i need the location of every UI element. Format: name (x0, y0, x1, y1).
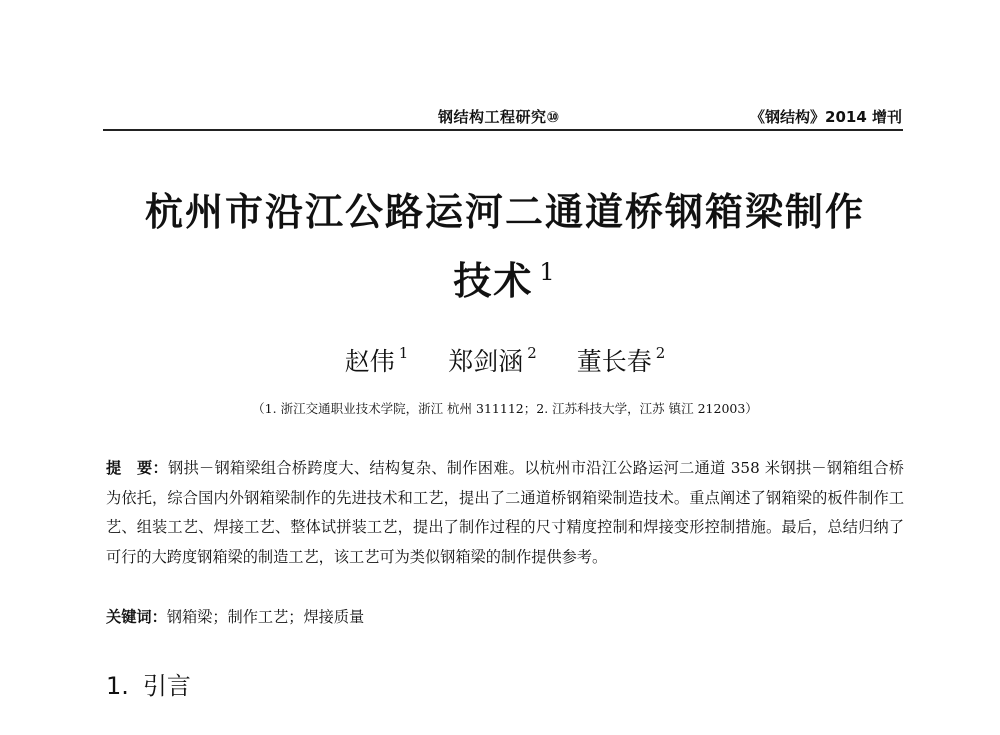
abstract-label: 提 要： (106, 459, 168, 477)
keywords (106, 606, 364, 627)
running-header-issue: 《钢结构》2014 增刊 (750, 108, 902, 126)
section-number: 1. (106, 672, 129, 700)
running-header-series: 钢结构工程研究⑩ (438, 108, 560, 126)
header-divider (103, 129, 903, 131)
author (344, 344, 409, 376)
abstract (106, 454, 904, 572)
section-title: 引言 (142, 672, 191, 700)
author-affiliation-mark: 1 (398, 344, 409, 362)
section-heading (106, 666, 191, 701)
paper-title-line1: 杭州市沿江公路运河二通道桥钢箱梁制作 (144, 190, 865, 234)
paper-title (100, 182, 910, 311)
author-affiliation-mark: 2 (527, 344, 537, 362)
author-list (100, 342, 910, 378)
abstract-text: 钢拱－钢箱梁组合桥跨度大、结构复杂、制作困难。以杭州市沿江公路运河二通道 358 米钢拱－钢箱组合桥为依托，综合国内外钢箱梁制作的先进技术和工艺，提出了二通道桥钢箱梁制造技术。重点阐述了钢箱梁的板件制作工艺、组装工艺、焊接工艺、整体试拼装工艺，提出了制作过程的尺寸精度控制和焊接变形控制措施。最后，总结归纳了可行的大跨度钢箱梁的制造工艺，该工艺可为类似钢箱梁的制作提供参考。 (106, 459, 904, 566)
author-name: 郑剑涵 (448, 347, 524, 376)
author-name: 董长春 (576, 347, 652, 376)
affiliations: （1. 浙江交通职业技术学院，浙江 杭州 311112；2. 江苏科技大学，江苏 镇江 212003） (252, 401, 758, 416)
keywords-label: 关键词： (106, 608, 167, 626)
title-footnote-mark: 1 (539, 258, 557, 286)
paper-title-line2: 技术 (453, 259, 534, 303)
author (576, 344, 666, 376)
author (448, 344, 537, 376)
author-name: 赵伟 (344, 347, 395, 376)
keywords-text: 钢箱梁；制作工艺；焊接质量 (166, 608, 365, 626)
author-affiliation-mark: 2 (655, 344, 666, 362)
